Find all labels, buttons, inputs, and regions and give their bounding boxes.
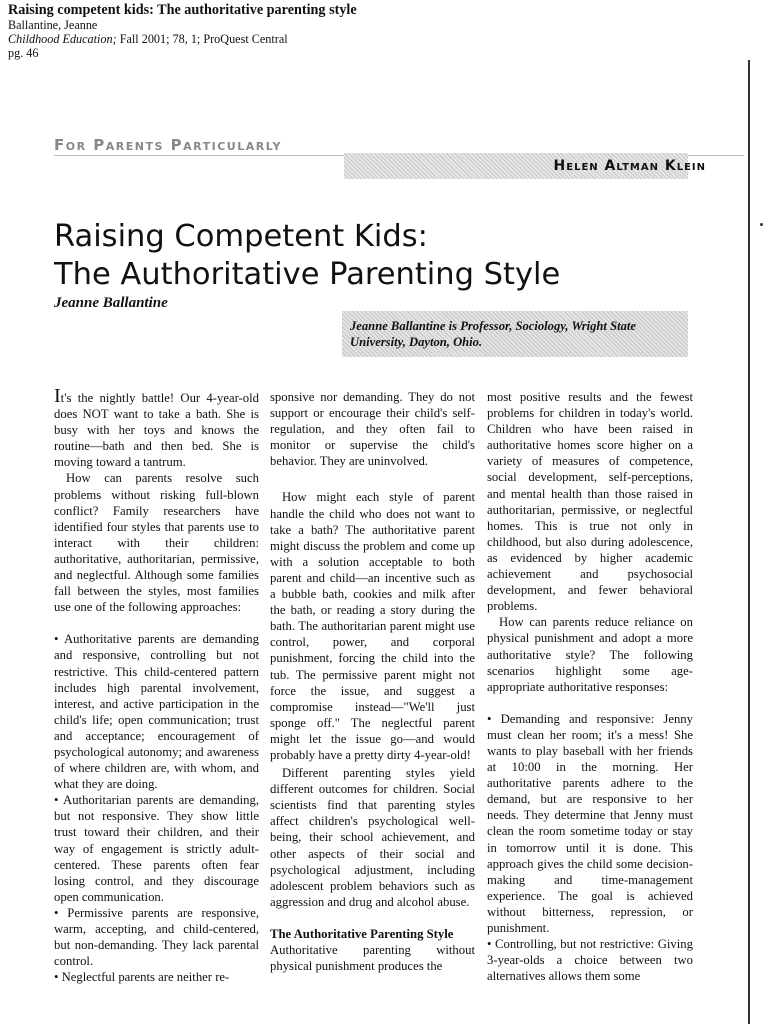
page-edge-rule: [748, 60, 750, 1024]
paragraph: most positive results and the fewest problems for children in today's world. Children who have been raised in authoritative homes score higher on a variety of measures of competence, social development, self-perceptions, and mental health than those raised in authoritarian, permissive, or neglectful homes. This is true not only in childhood, but also during adolescence, as evidenced by higher academic achievement and psychosocial development, and fewer behavioral problems.: [487, 390, 693, 614]
paragraph: Different parenting styles yield different outcomes for children. Social scientists find that parenting styles affect children's psychological well-being, their school achievement, and other aspects of their social and psychological adjustment, including adolescent problem behaviors such as aggression and drug and alcohol abuse.: [270, 766, 475, 909]
title-line-2: The Authoritative Parenting Style: [54, 257, 561, 292]
list-item: • Neglectful parents are neither re-: [54, 970, 230, 985]
paragraph: [54, 385, 259, 470]
article-byline: Jeanne Ballantine: [54, 295, 168, 311]
citation-page: pg. 46: [8, 46, 39, 61]
citation-journal: Childhood Education;: [8, 32, 117, 47]
column-author: Helen Altman Klein: [553, 158, 706, 174]
article-title: [54, 218, 560, 294]
department-banner: For Parents Particularly: [54, 136, 282, 154]
paragraph: Authoritative parenting without physical punishment produces the: [270, 943, 475, 974]
paragraph: How might each style of parent handle the child who does not want to take a bath? The authoritative parent might discuss the problem and come up with a solution acceptable to both parent and child—an incentive such as a bubble bath, cookies and milk after the bath, or reading a story during the bath. The authoritarian parent might use control, power, and corporal punishment, forcing the child into the tub. The permissive parent might not force the issue, and suggest a compromise instead—"We'll just sponge off." The neglectful parent might let the issue go—and would probably have a pretty dirty 4-year-old!: [270, 490, 475, 762]
list-item: • Permissive parents are responsive, warm, accepting, and child-centered, but non-demanding. They lack parental control.: [54, 905, 259, 969]
drop-cap: I: [54, 385, 61, 407]
text-column-2: [270, 389, 475, 974]
citation-source-details: Fall 2001; 78, 1; ProQuest Central: [116, 32, 288, 47]
citation-title: Raising competent kids: The authoritative parenting style: [8, 2, 357, 18]
title-line-1: Raising Competent Kids:: [54, 219, 428, 254]
list-item: • Authoritative parents are demanding and responsive, controlling but not restrictive. This child-centered pattern includes high parental involvement, interest, and active participation in the child's life; open communication; trust and acceptance; encouragement of psychological autonomy; and awareness of where children are, with whom, and what they are doing.: [54, 632, 259, 792]
paragraph-text: t's the nightly battle! Our 4-year-old does NOT want to take a bath. She is busy with her toys and knows the routine—bath and then bed. She is moving toward a tantrum.: [54, 391, 259, 470]
paragraph: sponsive nor demanding. They do not support or encourage their child's self-regulation, and they often fail to monitor or supervise the child's behavior. They are uninvolved.: [270, 390, 475, 469]
section-heading: The Authoritative Parenting Style: [270, 926, 454, 941]
margin-dot: [760, 223, 763, 226]
citation-block: [8, 2, 357, 61]
author-bio: Jeanne Ballantine is Professor, Sociology, Wright State University, Dayton, Ohio.: [350, 319, 636, 349]
citation-author: Ballantine, Jeanne: [8, 18, 98, 32]
paragraph: How can parents reduce reliance on physical punishment and adopt a more authoritative style? The following scenarios highlight some age-appropriate authoritative responses:: [487, 615, 693, 694]
text-column-3: [487, 389, 693, 984]
list-item: • Authoritarian parents are demanding, but not responsive. They show little trust toward their children, and their way of engagement is strictly adult-centered. These parents often fear losing control, and they discourage open communication.: [54, 793, 259, 904]
paragraph: How can parents resolve such problems without risking full-blown conflict? Family researchers have identified four styles that parents use to interact with their children: authoritative, authoritarian, permissive, and neglectful. Although some families fall between the styles, most families use one of the following approaches:: [54, 471, 259, 615]
list-item: • Demanding and responsive: Jenny must clean her room; it's a mess! She wants to play baseball with her friends at 10:00 in the morning. Her authoritative parents adhere to the demand, but are responsive to her needs. They determine that Jenny must clean the room sometime today or stay in tomorrow until it is done. This approach gives the child some decision-making and time-management experience. The goal is achieved without bitterness, repression, or punishment.: [487, 711, 693, 935]
text-column-1: [54, 385, 259, 985]
citation-source: [8, 32, 357, 46]
list-item: • Controlling, but not restrictive: Giving 3-year-olds a choice between two alternatives allows them some: [487, 937, 693, 984]
